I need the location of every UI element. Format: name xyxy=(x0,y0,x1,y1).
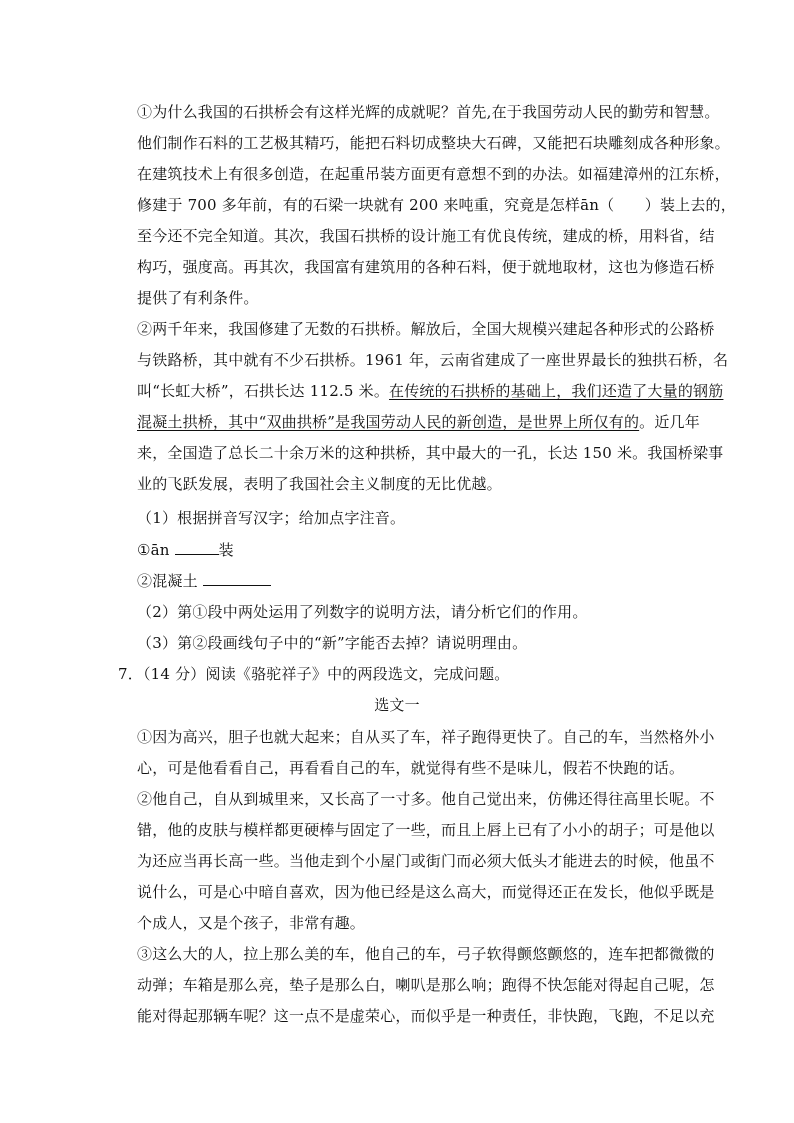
passage-p1-line-2: 他们制作石料的工艺极其精巧，能把石料切成整块大石碑，又能把石块雕刻成各种形象。 xyxy=(137,134,730,152)
excerpt-p3-line-2: 动弹；车箱是那么亮，垫子是那么白，喇叭是那么响；跑得不快怎能对得起自己呢，怎 xyxy=(137,976,715,994)
question-3: （3）第②段画线句子中的“新”字能否去掉？请说明理由。 xyxy=(137,634,528,652)
excerpt-p1-line-2: 心，可是他看看自己，再看看自己的车，就觉得有些不是味儿，假若不快跑的话。 xyxy=(137,759,685,777)
excerpt-p3-line-3: 能对得起那辆车呢？这一点不是虚荣心，而似乎是一种责任，非快跑，飞跑，不足以充 xyxy=(137,1007,715,1025)
excerpt-p2-line-3: 为还应当再长高一些。当他走到个小屋门或街门而必须大低头才能进去的时候，他虽不 xyxy=(137,852,715,870)
excerpt-p2-line-4: 说什么，可是心中暗自喜欢，因为他已经是这么高大，而觉得还正在发长，他似乎既是 xyxy=(137,883,715,901)
excerpt-p3-line-1: ③这么大的人，拉上那么美的车，他自己的车，弓子软得颤悠颤悠的，连车把都微微的 xyxy=(137,945,715,963)
passage-p2-line-1: ②两千年来，我国修建了无数的石拱桥。解放后，全国大规模兴建起各种形式的公路桥 xyxy=(137,320,715,338)
passage-p1-line-3: 在建筑技术上有很多创造，在起重吊装方面更有意想不到的办法。如福建漳州的江东桥， xyxy=(137,165,730,183)
question-1: （1）根据拼音写汉字；给加点字注音。 xyxy=(137,509,406,527)
excerpt-p2-line-2: 错，他的皮肤与模样都更硬棒与固定了一些，而且上唇上已有了小小的胡子；可是他以 xyxy=(137,821,715,839)
question-1b-prefix: ②混凝土 xyxy=(137,572,198,590)
question-1a-suffix: 装 xyxy=(218,541,234,559)
excerpt-p1-line-1: ①因为高兴，胆子也就大起来；自从买了车，祥子跑得更快了。自己的车，当然格外小 xyxy=(137,728,715,746)
excerpt-p2-line-1: ②他自己，自从到城里来，又长高了一寸多。他自己觉出来，仿佛还得往高里长呢。不 xyxy=(137,790,715,808)
passage-p2-line-4 xyxy=(137,412,700,432)
question-7-header: 7．（14 分）阅读《骆驼祥子》中的两段选文，完成问题。 xyxy=(118,665,510,683)
passage-p2-line-4-text: 。近几年 xyxy=(639,413,700,431)
passage-p1-line-7: 提供了有利条件。 xyxy=(137,289,259,307)
question-1a-prefix: ①ān xyxy=(137,541,170,559)
answer-blank-1a[interactable] xyxy=(175,540,219,555)
question-1a xyxy=(137,540,657,560)
underlined-sentence-part-2: 混凝土拱桥，其中“双曲拱桥”是我国劳动人民的新创造，是世界上所仅有的 xyxy=(137,413,640,431)
passage-p1-line-6: 构巧，强度高。再其次，我国富有建筑用的各种石料，便于就地取材，这也为修造石桥 xyxy=(137,258,715,276)
passage-p1-line-1: ①为什么我国的石拱桥会有这样光辉的成就呢？首先,在于我国劳动人民的勤劳和智慧。 xyxy=(137,103,720,121)
answer-blank-1b[interactable] xyxy=(203,571,271,586)
question-2: （2）第①段中两处运用了列数字的说明方法，请分析它们的作用。 xyxy=(137,603,588,621)
passage-p2-line-6: 业的飞跃发展，表明了我国社会主义制度的无比优越。 xyxy=(137,475,502,493)
excerpt-p2-line-5: 个成人，又是个孩子，非常有趣。 xyxy=(137,914,366,932)
underlined-sentence-part-1: 在传统的石拱桥的基础上，我们还造了大量的钢筋 xyxy=(389,382,724,400)
passage-p1-line-5: 至今还不完全知道。其次，我国石拱桥的设计施工有优良传统，建成的桥，用料省，结 xyxy=(137,227,715,245)
question-1b xyxy=(137,571,657,591)
passage-p2-line-3-text: 叫“长虹大桥”，石拱长达 112.5 米。 xyxy=(137,382,390,400)
passage-p2-line-5: 来，全国造了总长二十余万米的这种拱桥，其中最大的一孔，长达 150 米。我国桥梁事 xyxy=(137,444,724,462)
passage-p1-line-4: 修建于 700 多年前，有的石梁一块就有 200 来吨重，究竟是怎样ān（ ）装上去的， xyxy=(137,196,736,214)
passage-p2-line-2: 与铁路桥，其中就有不少石拱桥。1961 年，云南省建成了一座世界最长的独拱石桥，名 xyxy=(137,351,729,369)
section-title: 选文一 xyxy=(374,696,420,714)
passage-p2-line-3 xyxy=(137,381,724,401)
